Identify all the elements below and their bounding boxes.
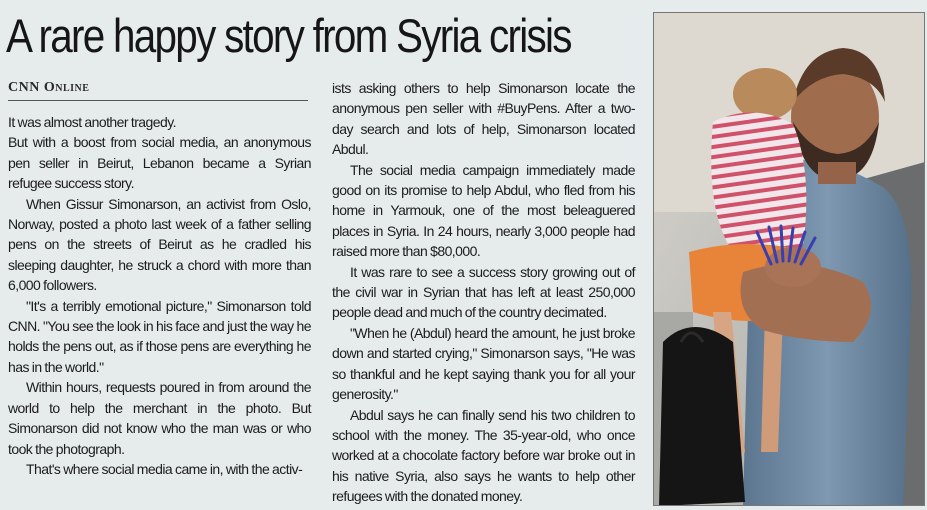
article-column-1	[8, 112, 311, 479]
article-column-2	[332, 78, 635, 507]
paragraph: The social media campaign immediately made good on its promise to help Abdul, who fled from his home in Yarmouk, one of the most beleaguered places in Syria. In 24 hours, nearly 3,000 people had raised more than $80,000.	[332, 161, 635, 260]
paragraph: ists asking others to help Simonarson locate the anonymous pen seller with #BuyPens. After a two-day search and lots of help, Simonarson located Abdul.	[332, 80, 635, 158]
paragraph: Within hours, requests poured in from around the world to help the merchant in the photo. But Simonarson did not know who the man was or who took the photograph.	[8, 379, 311, 457]
byline: CNN Online	[8, 80, 308, 101]
paragraph: "It's a terribly emotional picture," Simonarson told CNN. "You see the look in his face and just the way he holds the pens out, as if those pens are everything he has in the world."	[8, 297, 311, 375]
article-photo	[653, 12, 925, 506]
paragraph: "When he (Abdul) heard the amount, he just broke down and started crying," Simonarson says, "He was so thankful and he kept saying thank you for all your generosity."	[332, 324, 635, 403]
paragraph: That's where social media came in, with the activ-	[26, 460, 303, 477]
paragraph: But with a boost from social media, an anonymous pen seller in Beirut, Lebanon became a Syrian refugee success story.	[8, 134, 311, 192]
paragraph: It was rare to see a success story growing out of the civil war in Syrian that has left at least 250,000 people dead and much of the country decimated.	[332, 263, 635, 321]
headline: A rare happy story from Syria crisis	[6, 9, 571, 62]
paragraph: Abdul says he can finally send his two children to school with the money. The 35-year-old, who once worked at a chocolate factory before war broke out in his native Syria, also says he wants to help other refugees with the donated money.	[332, 406, 635, 505]
father-and-daughter-photo	[653, 12, 925, 506]
paragraph: When Gissur Simonarson, an activist from Oslo, Norway, posted a photo last week of a father selling pens on the streets of Beirut as he cradled his sleeping daughter, he struck a chord with more than 6,000 followers.	[8, 195, 311, 294]
paragraph: It was almost another tragedy.	[8, 114, 176, 130]
